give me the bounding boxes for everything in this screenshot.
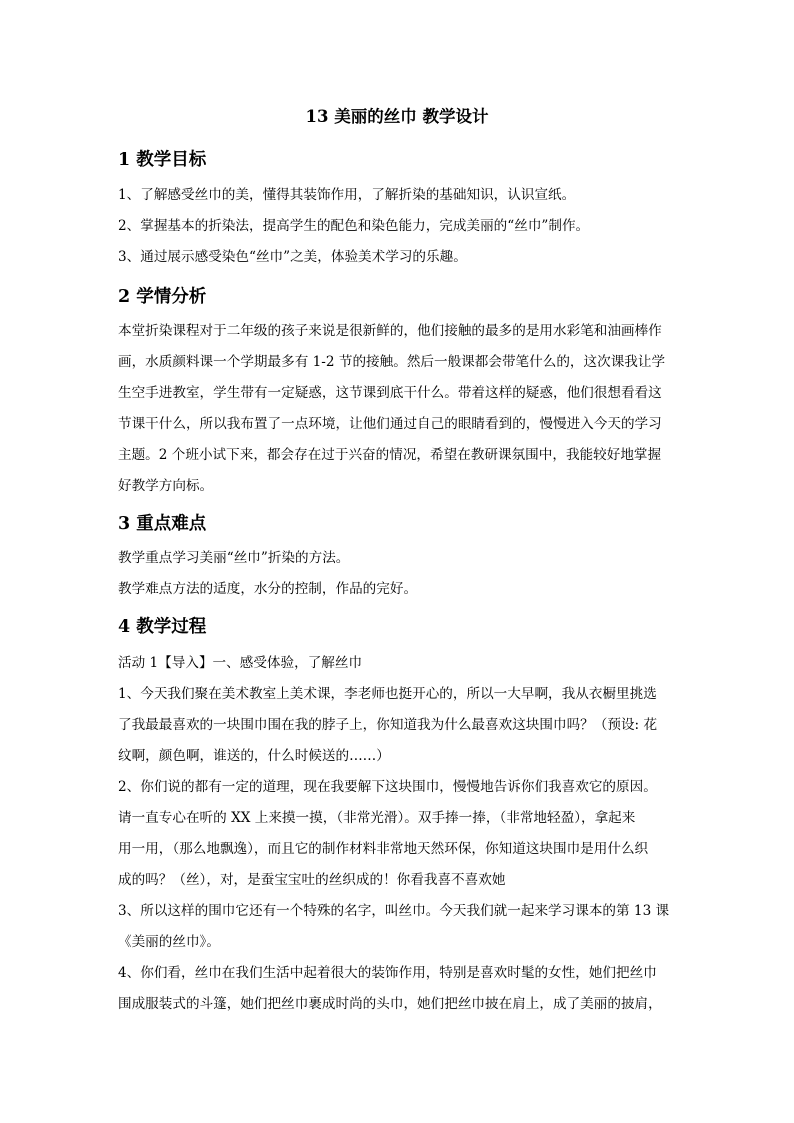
paragraph-line: 围成服装式的斗篷，她们把丝巾裹成时尚的头巾，她们把丝巾披在肩上，成了美丽的披肩， (118, 996, 662, 1012)
section-heading-keypoints: 3 重点难点 (118, 514, 207, 534)
paragraph-line: 3、所以这样的围巾它还有一个特殊的名字，叫丝巾。今天我们就一起来学习课本的第 13 课 (118, 903, 670, 919)
section-heading-process: 4 教学过程 (118, 617, 207, 637)
paragraph-line: 好教学方向标。 (118, 478, 214, 494)
goal-item: 1、了解感受丝巾的美，懂得其装饰作用，了解折染的基础知识，认识宣纸。 (118, 187, 576, 203)
paragraph-line: 了我最最喜欢的一块围巾围在我的脖子上，你知道我为什么最喜欢这块围巾吗？（预设: 花 (118, 717, 658, 733)
activity-label: 活动 1【导入】一、感受体验，了解丝巾 (118, 655, 363, 671)
paragraph-line: 教学重点学习美丽“丝巾”折染的方法。 (118, 550, 350, 566)
paragraph-line: 《美丽的丝巾》。 (118, 934, 220, 950)
paragraph-line: 主题。2 个班小试下来，都会存在过于兴奋的情况，希望在教研课氛围中，我能较好地掌握 (118, 447, 662, 463)
paragraph-line: 画，水质颜料课一个学期最多有 1-2 节的接触。然后一般课都会带笔什么的，这次课我让学 (118, 354, 666, 370)
paragraph-line: 纹啊，颜色啊，谁送的，什么时候送的……） (118, 748, 390, 764)
paragraph-line: 请一直专心在听的 XX 上来摸一摸，（非常光滑）。双手捧一捧，（非常地轻盈），拿起来 (118, 810, 636, 826)
goal-item: 3、通过展示感受染色“丝巾”之美，体验美术学习的乐趣。 (118, 249, 467, 265)
paragraph-line: 教学难点方法的适度，水分的控制，作品的完好。 (118, 581, 418, 597)
paragraph-line: 4、你们看，丝巾在我们生活中起着很大的装饰作用，特别是喜欢时髦的女性，她们把丝巾 (118, 965, 657, 981)
paragraph-line: 节课干什么，所以我布置了一点环境，让他们通过自己的眼睛看到的，慢慢进入今天的学习 (118, 416, 662, 432)
section-heading-analysis: 2 学情分析 (118, 287, 207, 307)
paragraph-line: 1、今天我们聚在美术教室上美术课，李老师也挺开心的，所以一大早啊，我从衣橱里挑选 (118, 686, 657, 702)
paragraph-line: 成的吗？（丝），对，是蚕宝宝吐的丝织成的！你看我喜不喜欢她 (118, 872, 506, 888)
paragraph-line: 2、你们说的都有一定的道理，现在我要解下这块围巾，慢慢地告诉你们我喜欢它的原因。 (118, 779, 657, 795)
paragraph-line: 生空手进教室，学生带有一定疑惑，这节课到底干什么。带着这样的疑惑，他们很想看看这 (118, 385, 662, 401)
page-title: 13 美丽的丝巾 教学设计 (305, 107, 489, 126)
section-heading-goals: 1 教学目标 (118, 150, 207, 170)
paragraph-line: 本堂折染课程对于二年级的孩子来说是很新鲜的，他们接触的最多的是用水彩笔和油画棒作 (118, 323, 662, 339)
paragraph-line: 用一用，（那么地飘逸），而且它的制作材料非常地天然环保，你知道这块围巾是用什么织 (118, 841, 649, 857)
goal-item: 2、掌握基本的折染法，提高学生的配色和染色能力，完成美丽的“丝巾”制作。 (118, 218, 590, 234)
